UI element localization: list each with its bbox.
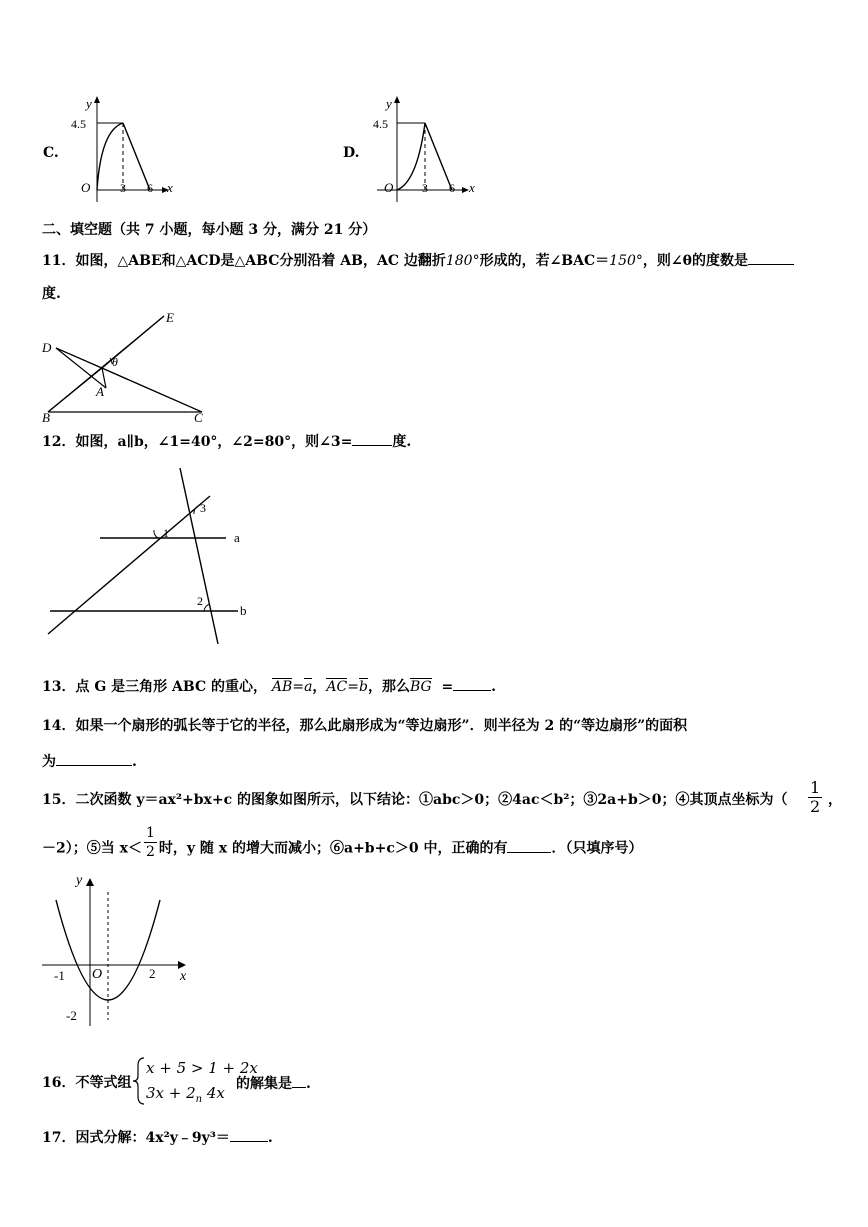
q15-fraction-half-2: $\frac{1}{2}$ — [145, 825, 155, 860]
point-c-label: C — [194, 410, 203, 425]
q14-answer-blank[interactable] — [56, 751, 132, 766]
q13-answer-blank[interactable] — [453, 676, 491, 691]
q11-angle-150: 150° — [609, 253, 643, 269]
y-tick-minus-2: -2 — [66, 1008, 77, 1023]
origin-label: O — [92, 967, 103, 982]
vector-ac: AC — [326, 679, 348, 695]
q11-text-b: 形成的，若∠BAC＝ — [479, 253, 610, 269]
x-tick-2: 2 — [149, 966, 156, 981]
q15-comma: ， — [828, 792, 842, 808]
vector-bg: BG — [409, 679, 432, 695]
question-12 — [42, 431, 411, 452]
angle-3-label: 3 — [200, 501, 206, 515]
q11-answer-blank[interactable] — [748, 250, 794, 265]
q12-tail: 度. — [392, 434, 412, 450]
question-16-lead: 16．不等式组 — [42, 1075, 132, 1091]
question-13: 13．点 G 是三角形 ABC 的重心， AB=a，AC=b，那么BG = . — [42, 676, 496, 697]
q16-inequality-row1: x + 5 > 1 + 2x — [146, 1059, 258, 1077]
q11-angle-180: 180° — [445, 253, 480, 269]
q16-brace — [132, 1056, 146, 1106]
q15-parabola-graph — [36, 870, 196, 1030]
q16-answer-blank[interactable] — [292, 1073, 306, 1088]
vector-a: a — [304, 679, 313, 695]
y-tick-label: 4.5 — [373, 117, 388, 131]
y-axis-label: y — [386, 96, 392, 111]
q11-text-a: 11．如图，△ABE和△ACD是△ABC分别沿着 AB，AC 边翻折 — [42, 253, 446, 269]
angle-1-label: 1 — [163, 526, 169, 540]
option-c-label: C. — [43, 145, 59, 161]
q17-answer-blank[interactable] — [230, 1127, 268, 1142]
question-15-line2: －2）；⑤当 x＜ $\frac{1}{2}$ 时，y 随 x 的增大而减小；⑥a+b+c＞0 中，正确的有 ．（只填序号） — [42, 825, 643, 860]
y-axis-label: y — [86, 96, 92, 111]
origin-label: O — [81, 180, 91, 195]
section-heading: 二、填空题（共 7 小题，每小题 3 分，满分 21 分） — [42, 222, 377, 238]
angle-2-label: 2 — [197, 594, 203, 608]
question-14-line2: 为 . — [42, 751, 137, 772]
q12-answer-blank[interactable] — [352, 431, 392, 446]
x-tick-label: 3 — [422, 181, 428, 195]
q12-text: 12．如图，a∥b，∠1=40°，∠2=80°，则∠3= — [42, 434, 353, 450]
option-c-graph — [65, 90, 185, 205]
y-axis-label: y — [76, 873, 83, 888]
q11-text-c: ，则∠θ的度数是 — [642, 253, 748, 269]
point-b-label: B — [42, 410, 50, 425]
q16-inequality-row2: $3x + 2_n$ 4x — [146, 1084, 225, 1105]
x-tick-label: 3 — [120, 181, 126, 195]
q13-lead: 13．点 G 是三角形 ABC 的重心， — [42, 679, 268, 695]
question-11-line1 — [42, 250, 794, 271]
question-11-line2: 度. — [42, 286, 61, 302]
line-b-label: b — [240, 603, 247, 618]
x-axis-label: x — [167, 180, 173, 195]
vector-ab: AB — [271, 679, 293, 695]
x-tick-label: 6 — [449, 181, 455, 195]
q15-fraction-half: $\frac{1}{2}$ — [810, 778, 821, 816]
y-tick-label: 4.5 — [71, 117, 86, 131]
theta-label: θ — [112, 355, 118, 369]
line-a-label: a — [234, 530, 240, 545]
question-16-tail: 的解集是 . — [236, 1073, 311, 1094]
question-17: 17．因式分解：4x²y﹣9y³＝ . — [42, 1127, 273, 1148]
question-14-line1: 14．如果一个扇形的弧长等于它的半径，那么此扇形成为“等边扇形”．则半径为 2 的“等边扇形”的面积 — [42, 718, 688, 734]
vector-b: b — [358, 679, 368, 695]
q11-triangle-figure — [36, 308, 226, 426]
point-e-label: E — [166, 310, 174, 325]
option-d-label: D. — [343, 145, 360, 161]
x-axis-label: x — [469, 180, 475, 195]
question-15-line1: 15．二次函数 y＝ax²+bx+c 的图象如图所示，以下结论：①abc＞0；②4ac＜b²；③2a+b＞0；④其顶点坐标为（ — [42, 792, 788, 808]
x-tick-minus-1: -1 — [54, 968, 65, 983]
point-a-label: A — [96, 384, 104, 399]
origin-label: O — [384, 180, 394, 195]
x-tick-label: 6 — [147, 181, 153, 195]
q15-answer-blank[interactable] — [507, 838, 551, 853]
option-d-graph — [365, 90, 485, 205]
q12-parallel-lines-figure — [40, 466, 260, 648]
point-d-label: D — [42, 340, 52, 355]
x-axis-label: x — [180, 969, 187, 984]
